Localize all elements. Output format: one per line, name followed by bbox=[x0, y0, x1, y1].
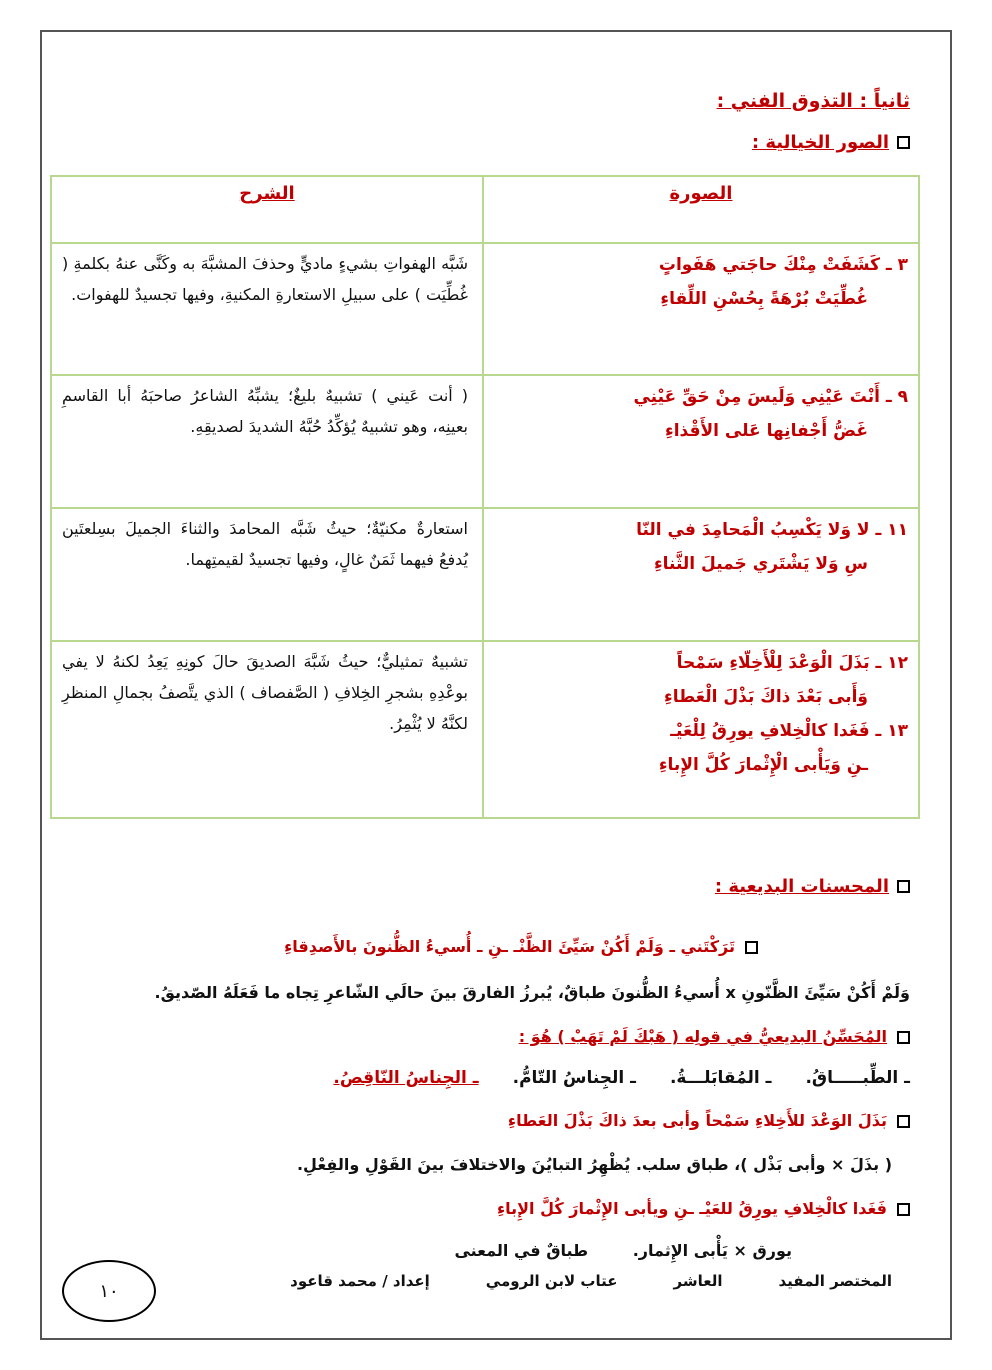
badi-note-2: ( بذَلَ × وأبى بَذْل )، طباق سلب. يُظْهِرُ التبايُنَ والاختلافَ بينَ القَوْلِ والفِعْلِ. bbox=[296, 1155, 892, 1174]
badi-note-1: وَلَمْ أَكُنْ سَيِّئَ الظَّنّونِ x أُسيءُ الظُّنونَ طباقٌ، يُبرزُ الفارقَ بينَ حالَي الشّاعرِ تِجاه ما فَعَلَهُ الصّديقُ. bbox=[154, 983, 910, 1002]
table-row bbox=[51, 508, 919, 641]
verse-line: ـنِ وَيَأْبى الْإِثْمارَ كُلَّ الإِباءِ bbox=[658, 755, 868, 775]
explanation-cell: شَبَّه الهفواتِ بشيءٍ ماديٍّ وحذفَ المشبَّهَ به وكَنَّى عنهُ بكلمةِ ( غُطِّيَت ) على سبيلِ الاستعارةِ المكنيةِ، وفيها تجسيدٌ للهفوات. bbox=[51, 243, 483, 375]
verse-cell bbox=[483, 641, 919, 818]
verse-line: غَضُّ أَجْفانِها عَلى الأَقْذاءِ bbox=[665, 421, 868, 441]
table-row bbox=[51, 641, 919, 818]
column-header-explanation: الشرح bbox=[51, 176, 483, 243]
section-title-label: المحسنات البديعية : bbox=[714, 876, 889, 897]
verse-text: تَرَكْتَني ـ وَلَمْ أَكُنْ سَيِّئَ الظَّنْـ ـنِ ـ أُسيءُ الظُّنونَ بالأَصدِقاءِ bbox=[284, 937, 735, 956]
checkbox-icon bbox=[897, 1115, 910, 1128]
page-footer bbox=[290, 1272, 892, 1290]
option-item: ـ الطِّبـــــاقُ. bbox=[805, 1068, 910, 1088]
explanation-cell: ( أنت عَيني ) تشبيهٌ بليغٌ؛ يشبِّهُ الشاعرُ صاحبَهُ أبا القاسمِ بعينِه، وهو تشبيهٌ يُؤكِّدُ حُبَّهُ الشديدَ لصديقِهِ. bbox=[51, 375, 483, 508]
table-row bbox=[51, 375, 919, 508]
explanation-cell: تشبيهٌ تمثيليٌّ؛ حيثُ شَبَّهَ الصديقَ حالَ كونِهِ يَعِدُ لكنهُ لا يفي بوعْدِهِ بشجرِ الخِلافِ ( الصَّفصاف ) الذي يتَّصفُ بجمالِ المنظرِ لكنَّهُ لا يُثْمِرُ. bbox=[51, 641, 483, 818]
verse-cell bbox=[483, 375, 919, 508]
option-item-correct: ـ الجِناسُ النّاقِصُ. bbox=[333, 1068, 479, 1088]
checkbox-icon bbox=[897, 1203, 910, 1216]
verse-cell bbox=[483, 508, 919, 641]
checkbox-icon bbox=[897, 136, 910, 149]
verse-line: غُطِّيَتْ بُرْهَةً بِحُسْنِ اللِّقاءِ bbox=[660, 289, 868, 309]
footer-author: إعداد / محمد قاعود bbox=[290, 1272, 430, 1290]
page-number: ١٠ bbox=[62, 1260, 156, 1322]
explanation-cell: استعارةٌ مكنيّةٌ؛ حيثُ شَبَّه المحامدَ والثناءَ الجميلَ بسِلعتَين يُدفعُ فيهما ثَمَنٌ غالٍ، وفيها تجسيدٌ لقيمتِهما. bbox=[51, 508, 483, 641]
table-header-row bbox=[51, 176, 919, 243]
column-header-image: الصورة bbox=[483, 176, 919, 243]
verse-line: وَأَبى بَعْدَ ذاكَ بَذْلَ الْعَطاءِ bbox=[664, 687, 868, 707]
section-heading: ثانياً : التذوق الفني : bbox=[716, 90, 910, 112]
footer-lesson: عتاب لابن الرومي bbox=[485, 1272, 618, 1290]
section-title-imagery bbox=[752, 132, 910, 153]
checkbox-icon bbox=[897, 1031, 910, 1044]
section-title-badi bbox=[715, 876, 910, 897]
option-item: ـ المُقابَلـــةُ. bbox=[669, 1068, 772, 1088]
badi-note-3: يورق × يَأْبى الإِثمار. طباقٌ في المعنى bbox=[454, 1241, 792, 1260]
badi-verse-2 bbox=[60, 1108, 910, 1134]
table-row bbox=[51, 243, 919, 375]
verse-line: سِ وَلا يَشْتَري جَميلَ الثَّناءِ bbox=[653, 554, 868, 574]
badi-verse-1 bbox=[60, 934, 758, 960]
verse-cell bbox=[483, 243, 919, 375]
imagery-table bbox=[50, 175, 920, 819]
section-title-label: الصور الخيالية : bbox=[751, 132, 889, 153]
badi-question bbox=[60, 1024, 910, 1050]
verse-text: فَغَدا كالْخِلافِ يورِقُ للعَيْـ ـنِ ويأبى الإِثْمارَ كُلَّ الإِباءِ bbox=[496, 1199, 887, 1218]
badi-verse-3 bbox=[60, 1196, 910, 1222]
verse-line: ١٢ ـ بَذَلَ الْوَعْدَ لِلْأَخِلّاءِ سَمْحاً bbox=[676, 653, 908, 673]
verse-line: ٩ ـ أَنْتَ عَيْنِي وَلَيسَ مِنْ حَقِّ عَيْنِي bbox=[633, 387, 908, 407]
checkbox-icon bbox=[745, 941, 758, 954]
verse-line: ٣ ـ كَشَفَتْ مِنْكَ حاجَتي هَفَواتٍ bbox=[658, 255, 908, 275]
question-text: المُحَسِّنُ البديعيُّ في قولِه ( هَبْكَ لَمْ تَهَبْ ) هُوَ : bbox=[518, 1027, 887, 1046]
verse-text: بَذَلَ الوَعْدَ للأَخِلاءِ سَمْحاً وأبى بعدَ ذاكَ بَذْلَ العَطاءِ bbox=[507, 1111, 887, 1130]
checkbox-icon bbox=[897, 880, 910, 893]
verse-line: ١٣ ـ فَغَدا كالْخِلافِ يورِقُ لِلْعَيْـ bbox=[670, 721, 908, 741]
footer-grade: العاشر bbox=[673, 1272, 723, 1290]
verse-line: ١١ ـ لا وَلا يَكْسِبُ الْمَحامِدَ في النّا bbox=[636, 520, 908, 540]
option-item: ـ الجِناسُ التّامُّ. bbox=[512, 1068, 636, 1088]
answer-options bbox=[60, 1068, 910, 1088]
footer-book-title: المختصر المفيد bbox=[778, 1272, 892, 1290]
